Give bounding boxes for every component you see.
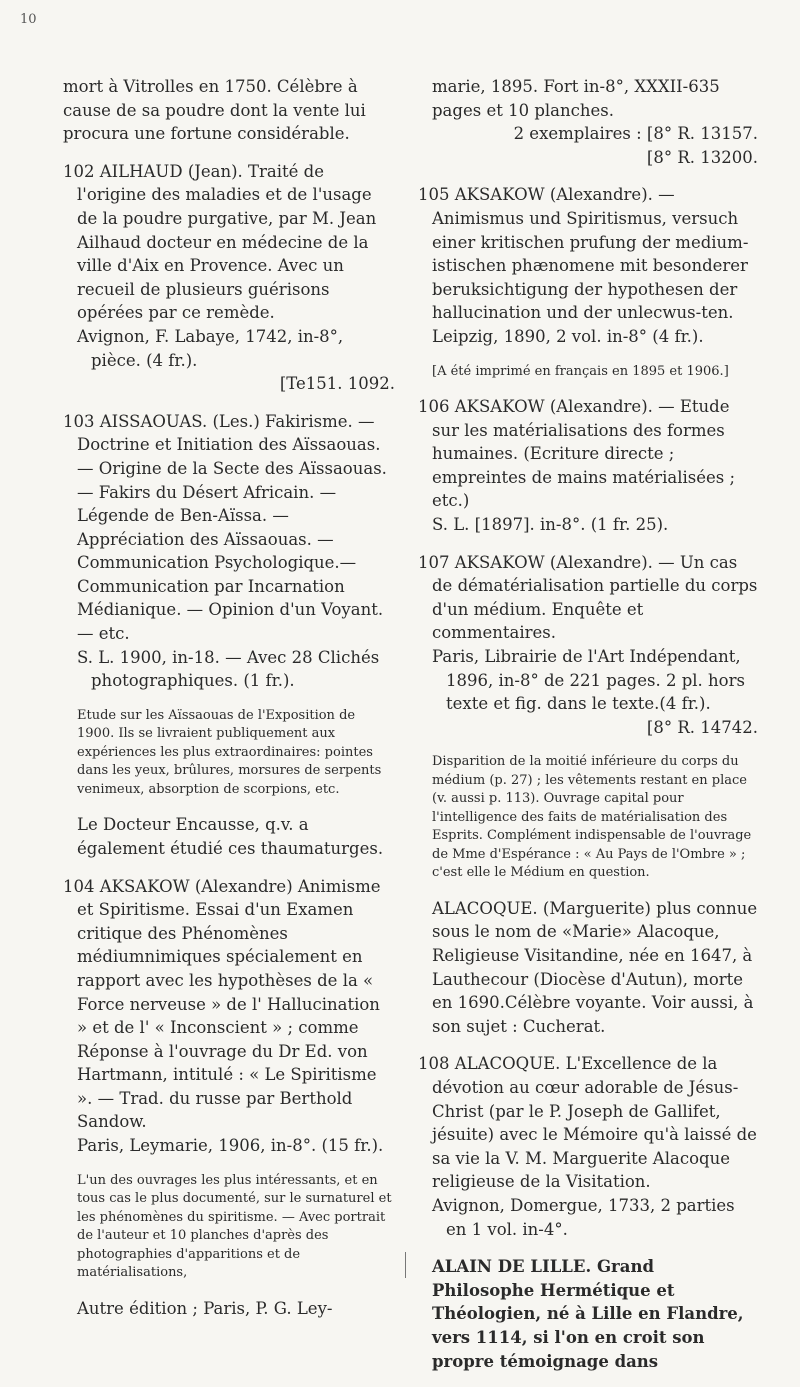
- entry-108-body: 108 ALACOQUE. L'Excellence de la dévotion au cœur adorable de Jésus-Christ (par le P. Joseph de Gallifet, jésuite) avec le Mémoire qu'à laissé de sa vie la V. M. Marguerite Alacoque religieuse de la Visitation.: [418, 1054, 757, 1192]
- entry-108: [418, 1052, 758, 1241]
- entry-106-pub: S. L. [1897]. in-8°. (1 fr. 25).: [432, 515, 669, 534]
- entry-103-extra: Le Docteur Encausse, q.v. a également étudié ces thaumaturges.: [77, 815, 384, 858]
- entry-107-ref: [8° R. 14742.: [646, 717, 758, 737]
- entry-104: [63, 875, 395, 1158]
- entry-alacoque-bio: ALACOQUE. (Marguerite) plus connue sous le nom de «Marie» Alacoque, Religieuse Visitandine, née en 1647, à Lauthecour (Diocèse d'Autun), morte en 1690.Célèbre voyante. Voir aussi, à son sujet : Cucherat.: [432, 898, 758, 1036]
- entry-104-pub: Paris, Leymarie, 1906, in-8°. (15 fr.).: [77, 1136, 384, 1156]
- entry-104-continued: [418, 75, 758, 169]
- entry-105-note: [A été imprimé en français en 1895 et 1906.]: [432, 363, 729, 379]
- entry-104-ref-2: [8° R. 13200.: [646, 147, 758, 167]
- entry-105-pub: Leipzig, 1890, 2 vol. in-8° (4 fr.).: [432, 326, 704, 346]
- entry-102: [63, 160, 395, 396]
- entry-103-pub: S. L. 1900, in-18. — Avec 28 Clichés photographiques. (1 fr.).: [77, 647, 380, 691]
- entry-105: [418, 183, 758, 348]
- left-column: [63, 75, 395, 1334]
- entry-104-body: 104 AKSAKOW (Alexandre) Animisme et Spiritisme. Essai d'un Examen critique des Phénomènes médiumnimiques spécialement en rapport avec les hypothèses de la « Force nerveuse » de l' Hallucination » et de l' « Inconscient » ; comme Réponse à l'ouvrage du Dr Ed. von Hartmann, intitulé : « Le Spiritisme ». — Trad. du russe par Berthold Sandow.: [63, 876, 381, 1132]
- entry-102-body: 102 AILHAUD (Jean). Traité de l'origine des maladies et de l'usage de la poudre purgative, par M. Jean Ailhaud docteur en médecine de la ville d'Aix en Provence. Avec un recueil de plusieurs guérisons opérées par ce remède.: [63, 161, 377, 323]
- entry-106: [418, 395, 758, 537]
- entry-105-body: 105 AKSAKOW (Alexandre). — Animismus und Spiritismus, versuch einer kritischen prufung der medium-istischen phænomene mit besonderer beruksichtigung der hypothesen der hallucination und der unlecwus-ten.: [418, 185, 749, 323]
- page-number: 10: [20, 12, 37, 27]
- entry-102-pub: Avignon, F. Labaye, 1742, in-8°, pièce. (4 fr.).: [77, 326, 344, 370]
- entry-107: [418, 551, 758, 740]
- entry-108-pub: Avignon, Domergue, 1733, 2 parties en 1 vol. in-4°.: [432, 1195, 735, 1239]
- entry-107-pub: Paris, Librairie de l'Art Indépendant, 1896, in-8° de 221 pages. 2 pl. hors texte et fig. dans le texte.(4 fr.).: [432, 646, 745, 714]
- entry-104-ref-1: 2 exemplaires : [8° R. 13157.: [513, 124, 758, 144]
- entry-103: [63, 410, 395, 693]
- right-column: [418, 75, 758, 1387]
- entry-104-continued-body: marie, 1895. Fort in-8°, XXXII-635 pages et 10 planches.: [432, 77, 720, 120]
- entry-107-note: Disparition de la moitié inférieure du corps du médium (p. 27) ; les vêtements restant en place (v. aussi p. 113). Ouvrage capital pour l'intelligence des faits de matérialisation des Esprits. Complément indispensable de l'ouvrage de Mme d'Espérance : « Au Pays de l'Ombre » ; c'est elle le Médium en question.: [432, 754, 752, 881]
- entry-106-body: 106 AKSAKOW (Alexandre). — Etude sur les matérialisations des formes humaines. (Ecriture directe ; empreintes de mains matérialisées ; etc.): [418, 397, 736, 511]
- entry-103-note: Etude sur les Aïssaouas de l'Exposition de 1900. Ils se livraient publiquement aux expériences les plus extraordinaires: pointes dans les yeux, brûlures, morsures de serpents venimeux, absorption de scorpions, etc.: [77, 707, 382, 797]
- entry-104-extra: Autre édition ; Paris, P. G. Ley-: [77, 1298, 333, 1318]
- entry-102-ref: [Te151. 1092.: [279, 374, 395, 394]
- entry-104-note: L'un des ouvrages les plus intéressants, et en tous cas le plus documenté, sur le surnaturel et les phénomènes du spiritisme. — Avec portrait de l'auteur et 10 planches d'après des photographies d'apparitions et de matérialisations,: [77, 1172, 392, 1281]
- column-divider: [405, 1252, 406, 1278]
- entry-103-body: 103 AISSAOUAS. (Les.) Fakirisme. — Doctrine et Initiation des Aïssaouas. — Origine de la Secte des Aïssaouas. — Fakirs du Désert Africain. — Légende de Ben-Aïssa. — Appréciation des Aïssaouas. — Communication Psychologique.— Communication par Incarnation Médianique. — Opinion d'un Voyant. — etc.: [63, 411, 387, 644]
- entry-intro: mort à Vitrolles en 1750. Célèbre à cause de sa poudre dont la vente lui procura une fortune considérable.: [63, 77, 366, 144]
- entry-107-body: 107 AKSAKOW (Alexandre). — Un cas de dématérialisation partielle du corps d'un médium. Enquête et commentaires.: [418, 552, 758, 643]
- entry-alain-de-lille: ALAIN DE LILLE. Grand Philosophe Hermétique et Théologien, né à Lille en Flandre, vers 1114, si l'on en croit son propre témoignage dans: [432, 1257, 744, 1371]
